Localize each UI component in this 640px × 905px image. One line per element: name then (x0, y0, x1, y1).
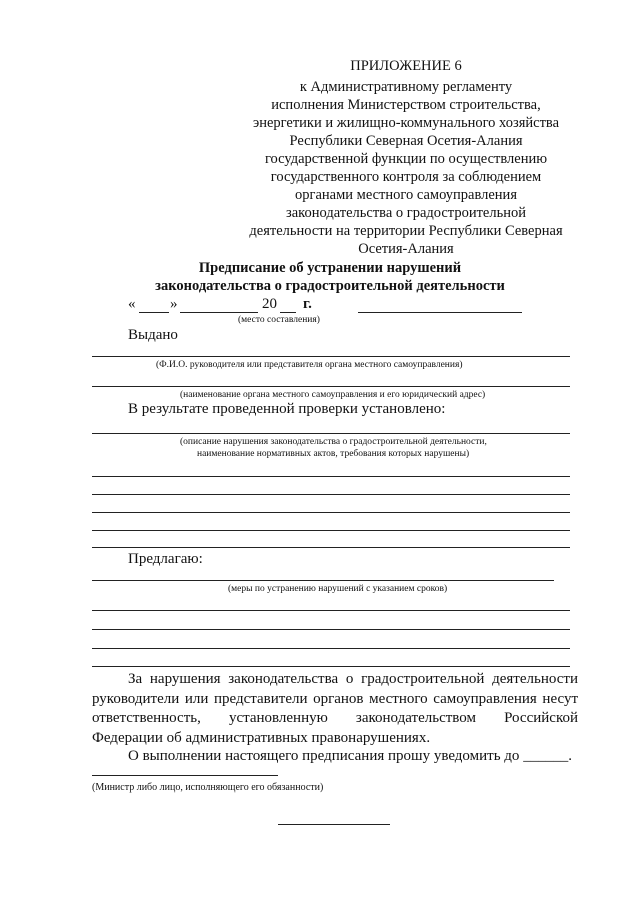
header-line-2: исполнения Министерством строительства, (271, 97, 541, 113)
extra-signature-line (278, 824, 390, 825)
date-close-quote: » (170, 296, 178, 312)
liability-paragraph: За нарушения законодательства о градостроительной деятельности руководители или представители органов местного самоуправления несут ответственность, установленную законодательством Российской Федерации об административных правонарушениях. (92, 671, 578, 746)
findings-line-1 (92, 433, 570, 434)
findings-line-2 (92, 476, 570, 477)
findings-line-6 (92, 547, 570, 548)
header-line-7: органами местного самоуправления (295, 187, 517, 203)
proposal-line-5 (92, 666, 570, 667)
notify-sentence (128, 748, 572, 765)
findings-caption-2: наименование нормативных актов, требования которых нарушены) (197, 449, 470, 459)
notify-end: . (568, 748, 572, 764)
header-line-9: деятельности на территории Республики Северная (249, 223, 563, 239)
issued-person-line (92, 356, 570, 357)
signature-caption: (Министр либо лицо, исполняющего его обязанности) (92, 782, 324, 793)
issued-body-line (92, 386, 570, 387)
issued-person-caption: (Ф.И.О. руководителя или представителя органа местного самоуправления) (156, 360, 463, 370)
header-line-8: законодательства о градостроительной (286, 205, 526, 221)
findings-line-3 (92, 494, 570, 495)
header-line-4: Республики Северная Осетия-Алания (289, 133, 523, 149)
appendix-number: ПРИЛОЖЕНИЕ 6 (350, 58, 462, 74)
header-line-3: энергетики и жилищно-коммунального хозяйства (252, 115, 560, 131)
issued-label: Выдано (128, 327, 178, 343)
header-line-5: государственной функции по осуществлению (264, 151, 548, 167)
proposal-line-3 (92, 629, 570, 630)
year-prefix: 20 (262, 296, 277, 312)
header-line-10: Осетия-Алания (358, 241, 454, 257)
notify-text: О выполнении настоящего предписания прошу уведомить до (128, 748, 520, 764)
proposal-label: Предлагаю: (128, 551, 203, 567)
document-title-line-1: Предписание об устранении нарушений (198, 260, 462, 276)
place-caption: (место составления) (238, 315, 320, 325)
year-suffix: г. (303, 296, 312, 312)
month-blank (180, 312, 258, 313)
header-line-1: к Административному регламенту (299, 79, 513, 95)
year-blank (280, 312, 296, 313)
header-line-6: государственного контроля за соблюдением (270, 169, 542, 185)
findings-caption-1: (описание нарушения законодательства о градостроительной деятельности, (180, 437, 487, 447)
signature-line (92, 775, 278, 776)
place-blank (358, 312, 522, 313)
findings-line-4 (92, 512, 570, 513)
notify-deadline-blank: ______ (523, 748, 569, 764)
proposal-line-1 (92, 580, 554, 581)
findings-label: В результате проведенной проверки установлено: (128, 401, 446, 417)
proposal-line-4 (92, 648, 570, 649)
day-blank (139, 312, 169, 313)
issued-body-caption: (наименование органа местного самоуправления и его юридический адрес) (180, 390, 486, 400)
document-title-line-2: законодательства о градостроительной деятельности (155, 278, 505, 294)
findings-line-5 (92, 530, 570, 531)
proposal-caption: (меры по устранению нарушений с указанием сроков) (228, 584, 448, 594)
proposal-line-2 (92, 610, 570, 611)
date-open-quote: « (128, 296, 136, 312)
